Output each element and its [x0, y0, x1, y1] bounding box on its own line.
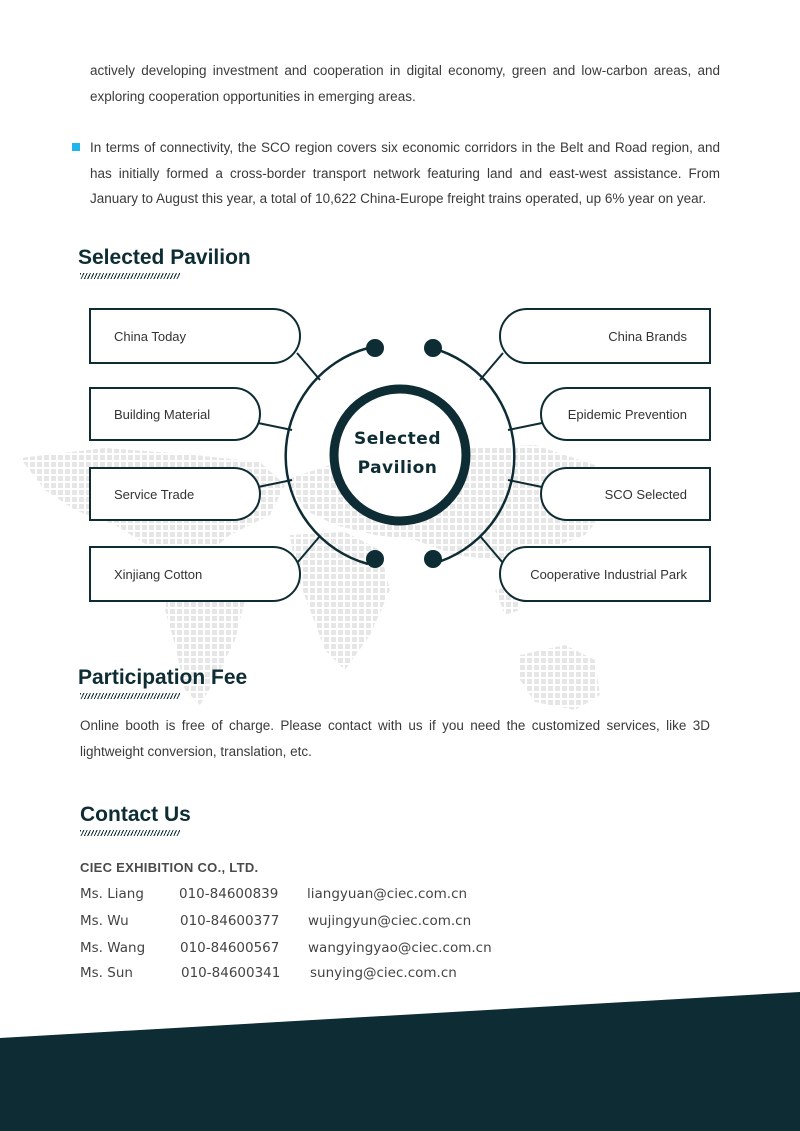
fee-title: Participation Fee — [78, 666, 248, 689]
contact-email[interactable]: wangyingyao@ciec.com.cn — [308, 940, 492, 956]
intro-paragraph-2: In terms of connectivity, the SCO region covers six economic corridors in the Belt and Road region, and has initially formed a cross-border transport network featuring land and east-west assistance. From January to August this year, a total of 10,622 China-Europe freight trains operated, up 6% year on year. — [90, 140, 720, 206]
contact-phone: 010-84600377 — [180, 913, 280, 929]
contact-name: Ms. Sun — [80, 965, 133, 981]
pavilion-item-label: Cooperative Industrial Park — [530, 566, 687, 582]
pavilion-item-label: Building Material — [114, 406, 211, 422]
contact-name: Ms. Wang — [80, 940, 146, 956]
pavilion-item-label: Epidemic Prevention — [567, 406, 687, 422]
connector-building-material — [258, 423, 292, 430]
contact-email[interactable]: sunying@ciec.com.cn — [310, 965, 457, 981]
title-underline-hatch — [80, 830, 180, 836]
contact-phone: 010-84600839 — [179, 886, 279, 902]
connector-china-brands — [480, 353, 503, 380]
pavilion-item-label: Service Trade — [114, 486, 195, 502]
pavilion-item-epidemic-prevention — [540, 387, 711, 441]
contact-email[interactable]: liangyuan@ciec.com.cn — [307, 886, 468, 902]
contact-phone: 010-84600341 — [181, 965, 281, 981]
company-name: CIEC EXHIBITION CO., LTD. — [80, 860, 259, 875]
contact-title: Contact Us — [80, 803, 191, 826]
ring-dot-bottom-left — [366, 550, 384, 568]
connector-xinjiang-cotton — [297, 536, 320, 563]
contact-name: Ms. Liang — [80, 886, 144, 902]
pavilion-item-china-brands — [499, 308, 711, 364]
pavilion-item-sco-selected — [540, 467, 711, 521]
connector-epidemic-prevention — [508, 423, 542, 430]
center-label-line-1: Selected — [353, 429, 442, 449]
title-underline-hatch — [80, 693, 180, 699]
title-underline-hatch — [80, 273, 180, 279]
contact-email[interactable]: wujingyun@ciec.com.cn — [308, 913, 472, 929]
center-label-line-2: Pavilion — [357, 458, 438, 478]
ring-dot-bottom-right — [424, 550, 442, 568]
contact-phone: 010-84600567 — [180, 940, 280, 956]
center-label — [335, 425, 460, 483]
connector-service-trade — [258, 480, 292, 487]
connector-cooperative-park — [480, 536, 503, 563]
pavilion-item-label: Xinjiang Cotton — [114, 566, 203, 582]
intro-paragraph-1: actively developing investment and cooperation in digital economy, green and low-carbon areas, and exploring cooperation opportunities in emerging areas. — [90, 63, 720, 104]
pavilion-item-label: SCO Selected — [604, 486, 687, 502]
footer-band — [0, 980, 800, 1131]
pavilion-title: Selected Pavilion — [78, 246, 251, 269]
ring-dot-top-right — [424, 339, 442, 357]
pavilion-item-label: China Today — [114, 328, 187, 344]
fee-text: Online booth is free of charge. Please contact with us if you need the customized services, like 3D lightweight conversion, translation, etc. — [80, 718, 710, 759]
contact-name: Ms. Wu — [80, 913, 129, 929]
bullet-square-icon — [72, 143, 80, 151]
pavilion-item-xinjiang-cotton — [89, 546, 301, 602]
pavilion-item-china-today — [89, 308, 301, 364]
pavilion-item-building-material — [89, 387, 261, 441]
pavilion-item-cooperative-industrial-park — [499, 546, 711, 602]
pavilion-item-label: China Brands — [608, 328, 687, 344]
ring-dot-top-left — [366, 339, 384, 357]
connector-china-today — [297, 353, 320, 380]
connector-sco-selected — [508, 480, 542, 487]
pavilion-item-service-trade — [89, 467, 261, 521]
